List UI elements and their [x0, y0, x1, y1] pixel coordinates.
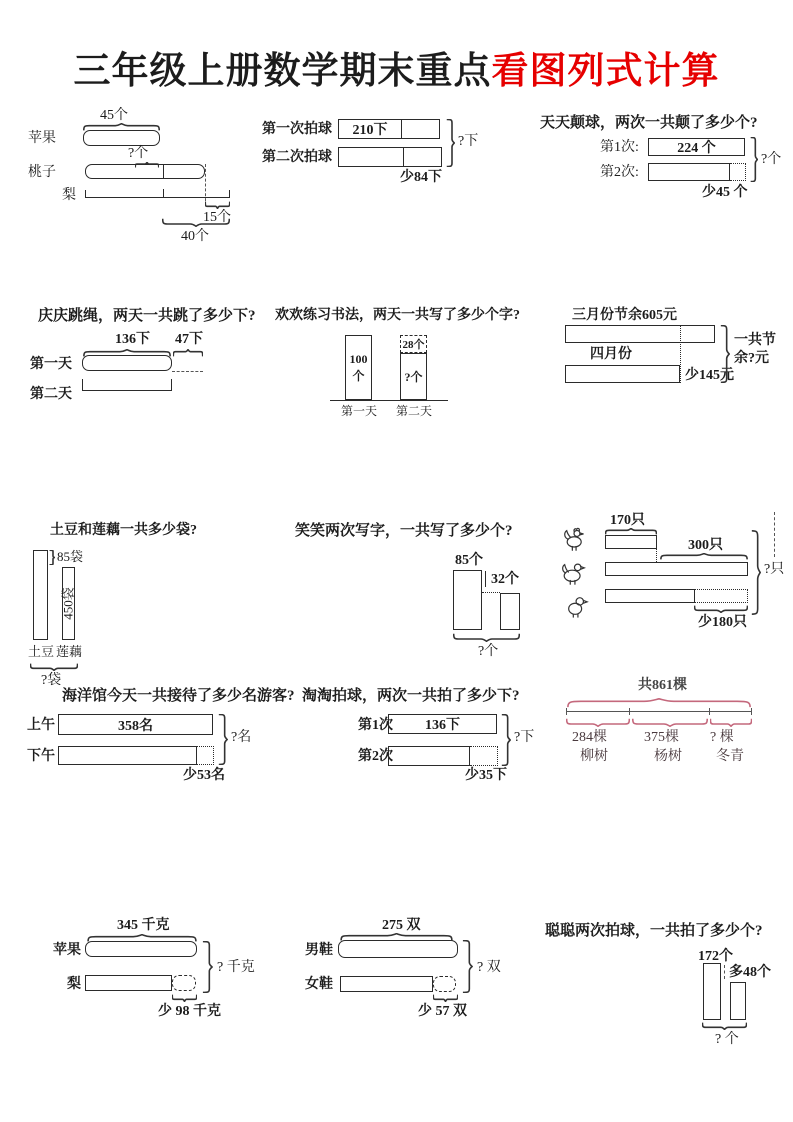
brace-98-icon	[172, 994, 197, 1002]
axis-label: 第一天	[341, 404, 378, 418]
value-label: 275 双	[382, 918, 421, 933]
page-artifact-line	[774, 512, 775, 557]
problem-10-aquarium	[25, 688, 295, 788]
question-label: ? 千克	[217, 960, 255, 975]
brace-total-icon	[453, 633, 520, 642]
bar-value: 28个	[402, 339, 425, 351]
brace-willow-icon	[566, 718, 630, 727]
segment-tick	[709, 708, 710, 715]
problem-title: 淘淘拍球，两次一共拍了多少下?	[302, 688, 520, 704]
question-label: ? 双	[477, 960, 501, 975]
category-label: 冬青	[716, 749, 744, 764]
bar-day2	[400, 353, 427, 400]
problem-title: 海洋馆今天一共接待了多少名游客?	[62, 688, 295, 704]
brace-300-icon	[660, 553, 748, 560]
row-label-pear: 梨	[62, 188, 76, 203]
title-black: 三年级上册数学期末重点	[73, 50, 492, 91]
question-label: ? 个	[715, 1032, 739, 1047]
axis-label: 土豆	[28, 644, 55, 659]
bar-second	[648, 163, 730, 181]
problem-11-ball	[300, 688, 535, 788]
bar-value: 100个	[349, 351, 368, 383]
value-label: 85个	[455, 553, 483, 568]
question-label: ?名	[231, 730, 252, 745]
row-label: 梨	[67, 977, 81, 992]
value-label: 40个	[181, 229, 209, 244]
brace-85-icon	[49, 550, 55, 565]
bar-hen	[605, 562, 748, 576]
value-label: 300只	[688, 538, 723, 553]
problem-title: 笑笑两次写字，一共写了多少个?	[295, 523, 513, 539]
question-label: ?下	[458, 134, 479, 149]
row-label-peach: 桃子	[28, 165, 56, 180]
value-label: 45个	[100, 108, 128, 123]
brace-total-icon	[750, 137, 758, 182]
bar-value: ?个	[404, 370, 423, 384]
problem-15-congcong	[545, 915, 793, 1050]
baseline	[330, 400, 448, 401]
value-label: 32个	[491, 572, 519, 587]
segment-tick	[566, 708, 567, 715]
brace-total-icon	[202, 941, 213, 993]
value-label: 15个	[203, 210, 231, 225]
question-label: ?个	[478, 644, 499, 659]
brace-total-icon	[462, 940, 473, 993]
bar-rooster	[605, 535, 657, 549]
question-label-line1: 一共节	[734, 333, 776, 348]
problem-title: 庆庆跳绳，两天一共跳了多少下?	[38, 308, 256, 324]
brace-15-icon	[205, 201, 230, 209]
bar-second	[338, 147, 442, 167]
bar-morning	[58, 714, 213, 735]
problem-title: 天天颠球，两次一共颠了多少个?	[540, 115, 758, 131]
row-label: 第1次	[358, 718, 393, 733]
bar-women-missing	[433, 976, 456, 992]
value-label: ? 棵	[710, 730, 734, 745]
row-label: 苹果	[53, 943, 81, 958]
bar-value: 210下	[352, 123, 388, 138]
dashed-guide-line	[205, 164, 206, 206]
value-label: 172个	[698, 949, 733, 964]
row-label-apple: 苹果	[28, 131, 56, 146]
bar-afternoon	[58, 746, 197, 765]
row-label: 第一次拍球	[262, 122, 332, 137]
problem-7-potato-lotus	[28, 523, 258, 688]
diff-marker-line	[724, 965, 725, 979]
axis-label: 第二天	[396, 404, 433, 418]
dotted-guide-line	[656, 549, 657, 562]
row-label: 下午	[27, 749, 55, 764]
axis-label: 莲藕	[56, 644, 83, 659]
diff-marker-line	[485, 571, 486, 587]
brace-total-icon	[751, 530, 761, 615]
row-label: 男鞋	[305, 943, 333, 958]
bar-second	[730, 982, 746, 1020]
brace-40-icon	[162, 218, 230, 227]
bar-value: 224 个	[677, 141, 716, 156]
question-label: ?只	[764, 562, 785, 577]
brace-total-icon	[30, 663, 78, 671]
less-label: 少145元	[685, 368, 734, 383]
value-label: 85袋	[57, 549, 84, 564]
problem-4-rope	[28, 308, 268, 408]
value-label: 47下	[175, 332, 203, 347]
row-label: 上午	[27, 718, 55, 733]
bar-peach	[85, 164, 205, 179]
bar-first	[703, 963, 721, 1020]
less-label: 少 57 双	[418, 1004, 467, 1019]
bar-second	[500, 593, 520, 630]
value-label: 136下	[115, 332, 150, 347]
bar-chick-missing	[694, 589, 748, 603]
value-label: 284棵	[572, 730, 607, 745]
brace-170-icon	[605, 528, 657, 535]
problem-8-writing	[295, 523, 535, 658]
bar-value: 136下	[425, 718, 460, 733]
problem-title: 欢欢练习书法，两天一共写了多少个字?	[275, 308, 520, 323]
dotted-guide-line	[680, 325, 681, 383]
row-label: 第2次:	[600, 165, 639, 180]
row-label: 四月份	[590, 347, 632, 362]
bar-divider	[401, 119, 402, 139]
bar-value: 358名	[118, 718, 153, 734]
segment-tick	[751, 708, 752, 715]
less-label: 少53名	[183, 768, 225, 783]
row-label: 第二次拍球	[262, 150, 332, 165]
value-label: 375棵	[644, 730, 679, 745]
brace-total-icon	[446, 119, 455, 167]
brace-total-icon	[501, 714, 511, 766]
segment-tick	[629, 708, 630, 715]
less-label: 少35下	[465, 768, 507, 783]
bar-pear	[85, 975, 172, 991]
bar-first	[388, 714, 497, 734]
question-label: ?个	[761, 152, 782, 167]
title-red: 看图列式计算	[491, 50, 720, 91]
bar-first	[453, 570, 482, 630]
row-label: 第二天	[30, 387, 72, 402]
rooster-icon	[563, 526, 591, 554]
segment-line	[566, 711, 752, 712]
less-label: 少 98 千克	[158, 1004, 221, 1019]
problem-9-poultry	[558, 512, 793, 637]
row-label: 第1次:	[600, 140, 639, 155]
row-label: 第2次	[358, 749, 393, 764]
bar-chick	[605, 589, 695, 603]
problem-1-fruits	[25, 108, 265, 248]
bar-pear	[85, 190, 230, 198]
brace-poplar-icon	[632, 718, 708, 727]
value-label: 345 千克	[117, 918, 170, 933]
question-label-line2: 余?元	[734, 351, 769, 366]
less-label: 少180只	[698, 615, 747, 630]
row-label: 女鞋	[305, 977, 333, 992]
bar-first	[648, 138, 745, 156]
bar-pear-missing	[172, 975, 196, 991]
problem-title: 聪聪两次拍球，一共拍了多少个?	[545, 923, 763, 939]
problem-2-ball	[258, 112, 493, 197]
category-label: 柳树	[580, 749, 608, 764]
bar-women	[340, 976, 433, 992]
hen-icon	[560, 559, 588, 587]
bar-day1	[345, 335, 372, 400]
bar-afternoon-missing	[197, 746, 214, 765]
question-label: ?袋	[41, 673, 62, 688]
value-label: 170只	[610, 513, 645, 528]
problem-title: 土豆和莲藕一共多少袋?	[50, 523, 197, 538]
bar-apple	[85, 941, 197, 957]
bar-second	[388, 746, 470, 766]
bar-men	[338, 940, 458, 958]
bar-first	[338, 119, 440, 139]
problem-12-trees	[558, 672, 793, 767]
chick-icon	[565, 594, 589, 618]
bar-second-missing	[730, 163, 746, 181]
less-label: 少45 个	[702, 185, 748, 200]
bar-divider	[403, 147, 404, 167]
problem-5-calligraphy	[275, 306, 520, 431]
row-label: 三月份节余605元	[572, 308, 677, 323]
bar-day2	[82, 379, 172, 391]
total-label: 共861棵	[638, 678, 687, 693]
bar-day1-extension	[172, 355, 203, 372]
problem-13-fruit-weight	[25, 918, 275, 1023]
bar-apple	[83, 130, 160, 146]
brace-holly-icon	[710, 718, 752, 727]
bar-day1	[82, 355, 172, 371]
category-label: 杨树	[654, 749, 682, 764]
more-label: 多48个	[729, 965, 771, 980]
problem-14-shoes	[300, 918, 530, 1023]
question-label: ?下	[514, 730, 535, 745]
less-label: 少84下	[400, 170, 442, 185]
bar-day2-extra	[400, 335, 427, 353]
brace-total-icon	[218, 714, 228, 765]
bar-potato	[33, 550, 48, 640]
bar-divider	[163, 189, 164, 198]
value-label-vertical: 450袋	[60, 587, 76, 620]
brace-total-icon	[702, 1022, 747, 1030]
page-title	[0, 40, 793, 94]
dotted-guide-line	[482, 592, 500, 593]
brace-57-icon	[433, 994, 458, 1002]
brace-total-icon	[720, 325, 730, 383]
bar-divider	[163, 164, 164, 179]
row-label: 第一天	[30, 357, 72, 372]
brace-total-icon	[566, 698, 752, 708]
bar-second-missing	[470, 746, 498, 766]
question-label: ?个	[128, 146, 149, 161]
problem-3-juggle	[540, 112, 793, 202]
bar-april	[565, 365, 680, 383]
brace-180-icon	[694, 605, 748, 613]
bar-march	[565, 325, 715, 343]
problem-6-savings	[560, 303, 793, 398]
